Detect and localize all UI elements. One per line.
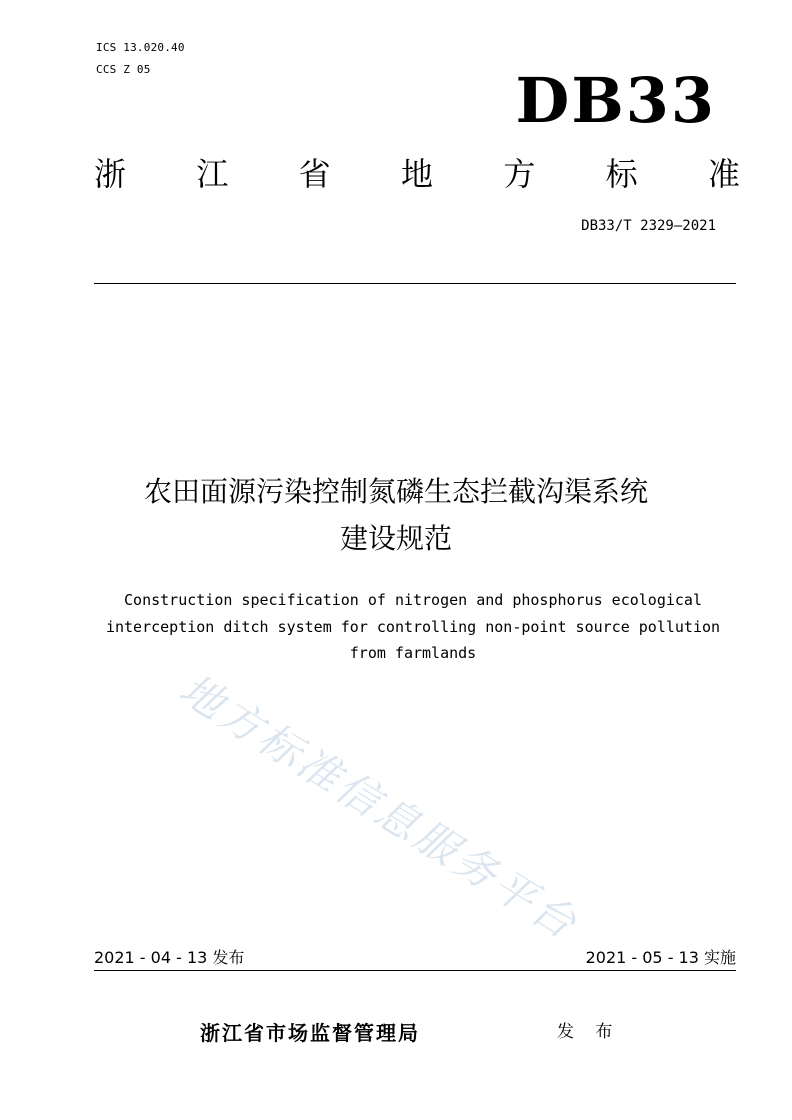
standard-type-char: 地 [400,155,433,193]
standard-type-char: 准 [707,155,740,193]
issue-word: 发 布 [557,1022,621,1042]
top-divider [94,283,736,284]
issuer: 浙江省市场监督管理局 [200,1021,420,1045]
standard-type-char: 方 [503,155,536,193]
title-en-line3: from farmlands [349,644,477,662]
title-zh-line2: 建设规范 [339,522,452,555]
title-zh-line1: 农田面源污染控制氮磷生态拦截沟渠系统 [143,475,648,508]
issue-date: 2021 - 04 - 13 发布 [94,948,245,967]
standard-type-char: 浙 [94,155,127,193]
watermark: 地方标准信息服务平台 [171,664,588,950]
standard-type-heading [94,152,740,196]
ics-code: ICS 13.020.40 [96,41,185,54]
title-en-line1: Construction specification of nitrogen and phosphorus ecological [124,591,702,609]
standard-type-char: 江 [196,155,229,193]
title-en-line2: interception ditch system for controlling non-point source pollution [105,618,721,636]
standard-type-char: 标 [605,155,638,193]
bottom-divider [94,970,736,971]
implement-date: 2021 - 05 - 13 实施 [585,948,736,967]
standard-number: DB33/T 2329—2021 [581,218,716,234]
db-mark: DB33 [515,64,716,137]
standard-type-char: 省 [298,155,331,193]
ccs-code: CCS Z 05 [96,63,151,76]
